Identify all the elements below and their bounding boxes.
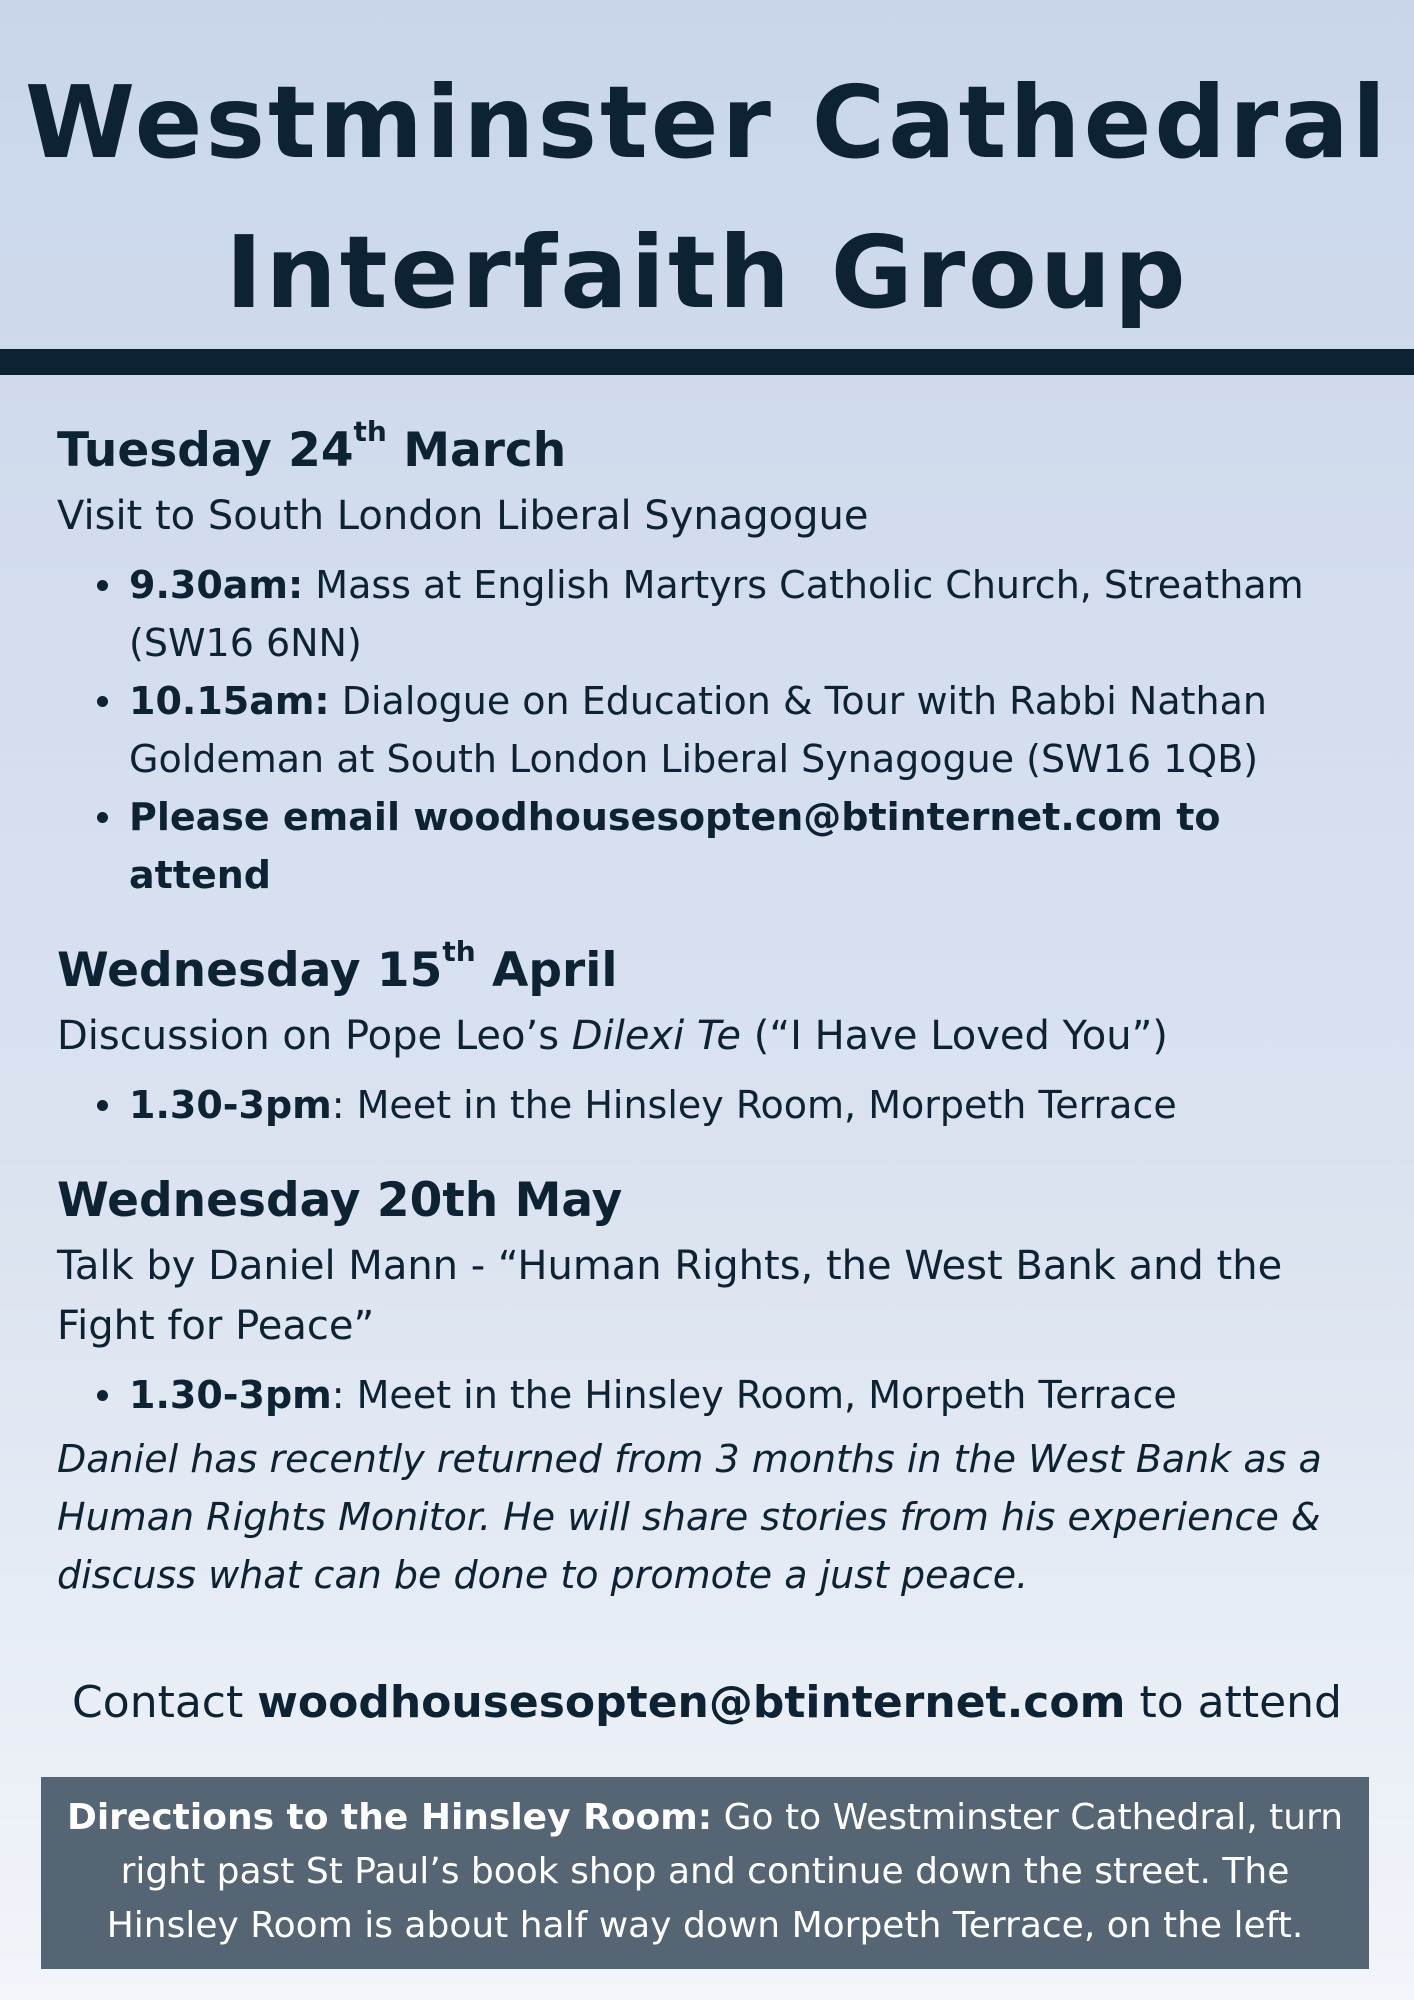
bullet-text: : Meet in the Hinsley Room, Morpeth Terrace <box>331 1083 1177 1127</box>
event-date <box>57 415 1357 482</box>
page-title <box>0 48 1414 348</box>
bullet-item <box>129 556 1357 672</box>
title-divider <box>0 349 1414 375</box>
event-date-day: Wednesday 15 <box>57 943 443 998</box>
event-date-day: Tuesday 24 <box>57 423 354 478</box>
directions-box <box>41 1777 1369 1969</box>
bullet-item <box>129 1076 1357 1134</box>
directions-label: Directions to the Hinsley Room: <box>66 1797 713 1838</box>
event-date-suffix: th <box>442 935 476 969</box>
event-date: Wednesday 20th May <box>57 1173 623 1228</box>
event-date <box>57 935 1357 1002</box>
bullet-time: 1.30-3pm <box>129 1373 332 1417</box>
bullet-item <box>129 672 1357 788</box>
contact-suffix: to attend <box>1125 1677 1342 1728</box>
event-date-month: April <box>475 943 618 998</box>
bullet-time: 9.30am: <box>129 563 304 607</box>
events-list <box>57 415 1357 1640</box>
bullet-time: 1.30-3pm <box>129 1083 332 1127</box>
event-description: Talk by Daniel Mann - “Human Rights, the West Bank and the Fight for Peace” <box>57 1243 1283 1349</box>
title-line-1: Westminster Cathedral <box>24 64 1390 181</box>
event-note: Daniel has recently returned from 3 months in the West Bank as a Human Rights Monitor. He will share stories from his experience & discuss what can be done to promote a just peace. <box>57 1437 1322 1597</box>
bullet-text: : Meet in the Hinsley Room, Morpeth Terrace <box>331 1373 1177 1417</box>
event-wednesday-15-april <box>57 935 1357 1134</box>
contact-email: woodhousesopten@btinternet.com <box>257 1677 1126 1728</box>
bullet-time: 10.15am: <box>129 679 330 723</box>
contact-line <box>0 1673 1414 1733</box>
event-bullets <box>57 1076 1357 1134</box>
event-date-suffix: th <box>353 415 387 449</box>
event-description: Visit to South London Liberal Synagogue <box>57 493 869 539</box>
bullet-text: Mass at English Martyrs Catholic Church, Streatham (SW16 6NN) <box>129 563 1304 665</box>
directions-text: Go to Westminster Cathedral, turn right past St Paul’s book shop and continue down the street. The Hinsley Room is about half way down Morpeth Terrace, on the left. <box>106 1797 1344 1946</box>
event-bullets <box>57 1366 1357 1424</box>
bullet-email-instruction: Please email woodhousesopten@btinternet.com to attend <box>129 795 1221 897</box>
description-suffix: (“I Have Loved You”) <box>741 1013 1168 1059</box>
event-date-month: March <box>386 423 567 478</box>
title-line-2: Interfaith Group <box>225 214 1189 331</box>
bullet-text: Dialogue on Education & Tour with Rabbi Nathan Goldeman at South London Liberal Synagogue (SW16 1QB) <box>129 679 1267 781</box>
event-bullets <box>57 556 1357 904</box>
bullet-item <box>129 788 1357 904</box>
event-description <box>57 1006 1357 1066</box>
event-tuesday-24-march <box>57 415 1357 904</box>
bullet-item <box>129 1366 1357 1424</box>
description-prefix: Discussion on Pope Leo’s <box>57 1013 572 1059</box>
event-wednesday-20-may <box>57 1170 1357 1604</box>
description-italic-title: Dilexi Te <box>571 1013 742 1059</box>
contact-prefix: Contact <box>72 1677 258 1728</box>
